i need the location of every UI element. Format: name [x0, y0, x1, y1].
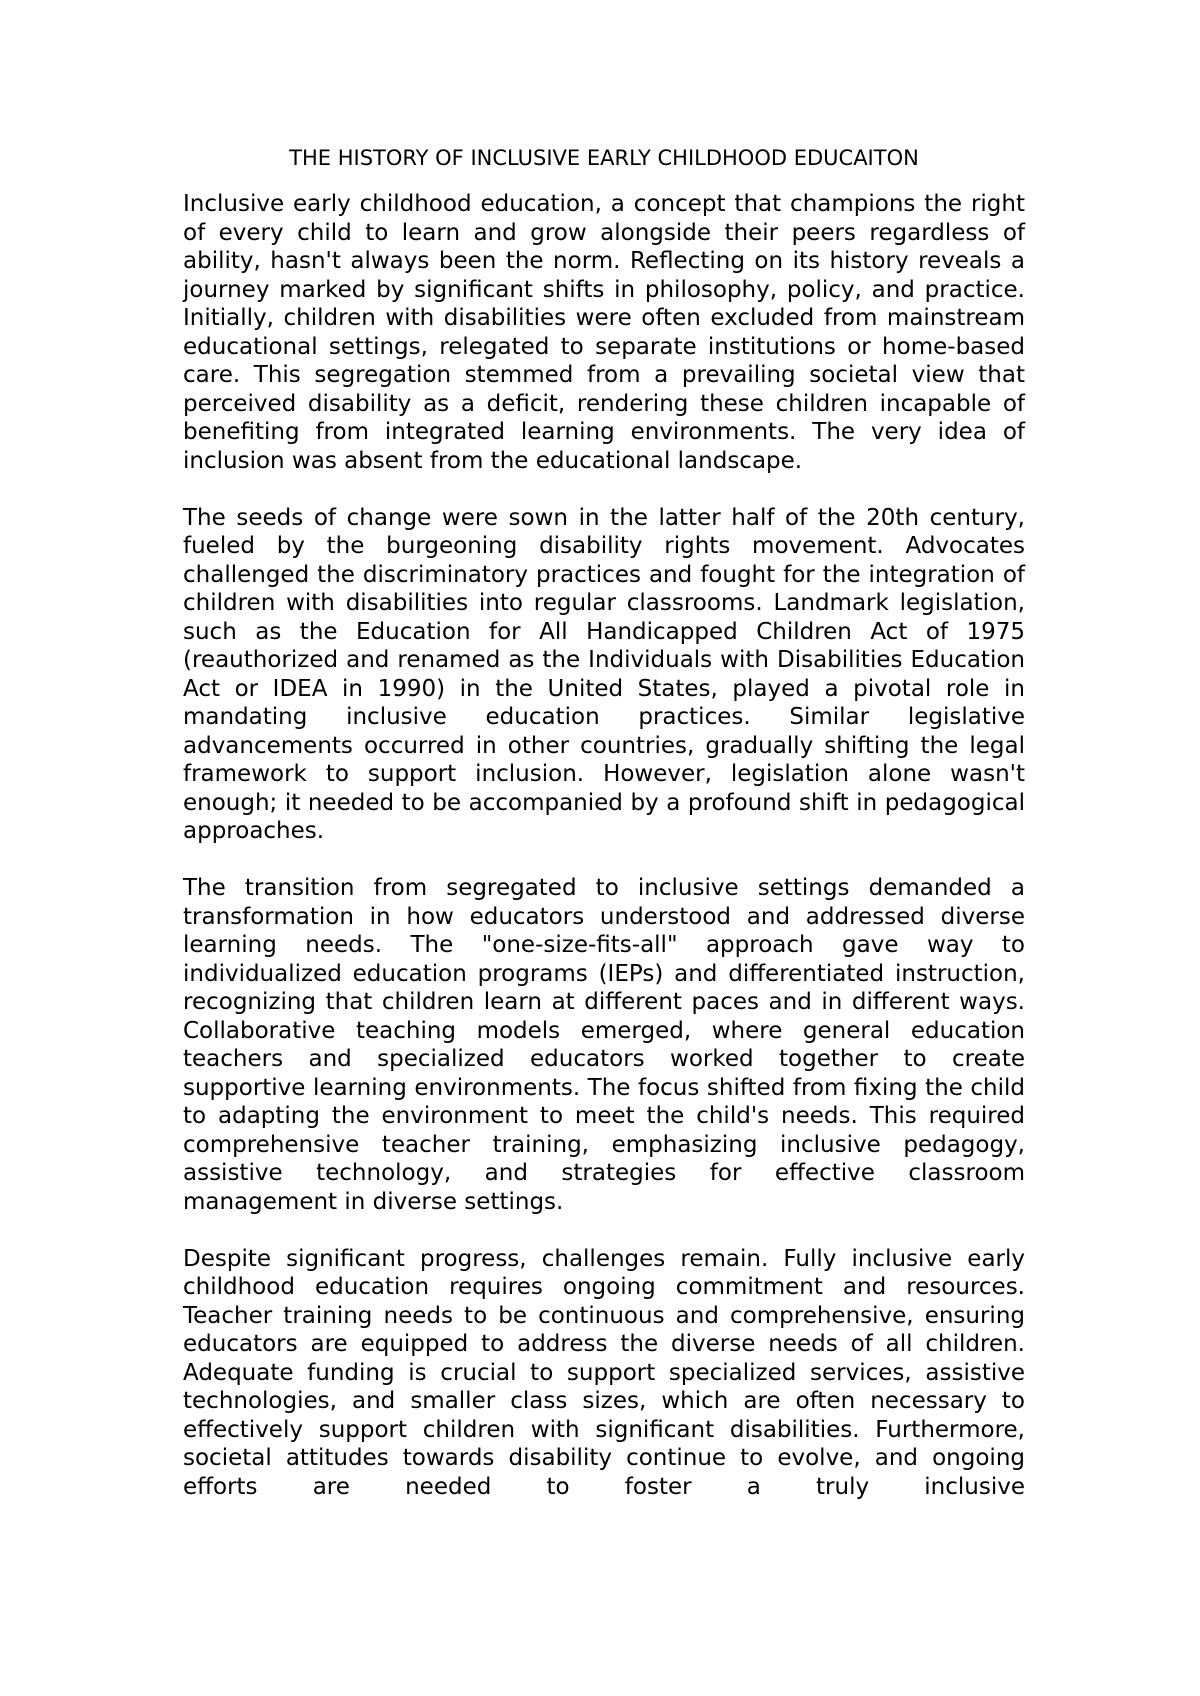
paragraph-2: The seeds of change were sown in the latter half of the 20th century, fueled by the burgeoning disability rights movement. Advocates challenged the discriminatory practices and fought for the integration of children with disabilities into regular classrooms. Landmark legislation, such as the Education for All Handicapped Children Act of 1975 (reauthorized and renamed as the Individuals with Disabilities Education Act or IDEA in 1990) in the United States, played a pivotal role in mandating inclusive education practices. Similar legislative advancements occurred in other countries, gradually shifting the legal framework to support inclusion. However, legislation alone wasn't enough; it needed to be accompanied by a profound shift in pedagogical approaches.	[183, 504, 1025, 844]
paragraph-4: Despite significant progress, challenges remain. Fully inclusive early childhood education requires ongoing commitment and resources. Teacher training needs to be continuous and comprehensive, ensuring educators are equipped to address the diverse needs of all children. Adequate funding is crucial to support specialized services, assistive technologies, and smaller class sizes, which are often necessary to effectively support children with significant disabilities. Furthermore, societal attitudes towards disability continue to evolve, and ongoing efforts are needed to foster a truly inclusive	[183, 1245, 1025, 1500]
paragraph-3: The transition from segregated to inclusive settings demanded a transformation in how educators understood and addressed diverse learning needs. The "one-size-fits-all" approach gave way to individualized education programs (IEPs) and differentiated instruction, recognizing that children learn at different paces and in different ways. Collaborative teaching models emerged, where general education teachers and specialized educators worked together to create supportive learning environments. The focus shifted from fixing the child to adapting the environment to meet the child's needs. This required comprehensive teacher training, emphasizing inclusive pedagogy, assistive technology, and strategies for effective classroom management in diverse settings.	[183, 875, 1025, 1215]
document-body	[183, 144, 1025, 1501]
paragraph-1: Inclusive early childhood education, a concept that champions the right of every child to learn and grow alongside their peers regardless of ability, hasn't always been the norm. Reflecting on its history reveals a journey marked by significant shifts in philosophy, policy, and practice. Initially, children with disabilities were often excluded from mainstream educational settings, relegated to separate institutions or home-based care. This segregation stemmed from a prevailing societal view that perceived disability as a deficit, rendering these children incapable of benefiting from integrated learning environments. The very idea of inclusion was absent from the educational landscape.	[183, 191, 1025, 474]
document-title: THE HISTORY OF INCLUSIVE EARLY CHILDHOOD EDUCAITON	[289, 146, 919, 170]
